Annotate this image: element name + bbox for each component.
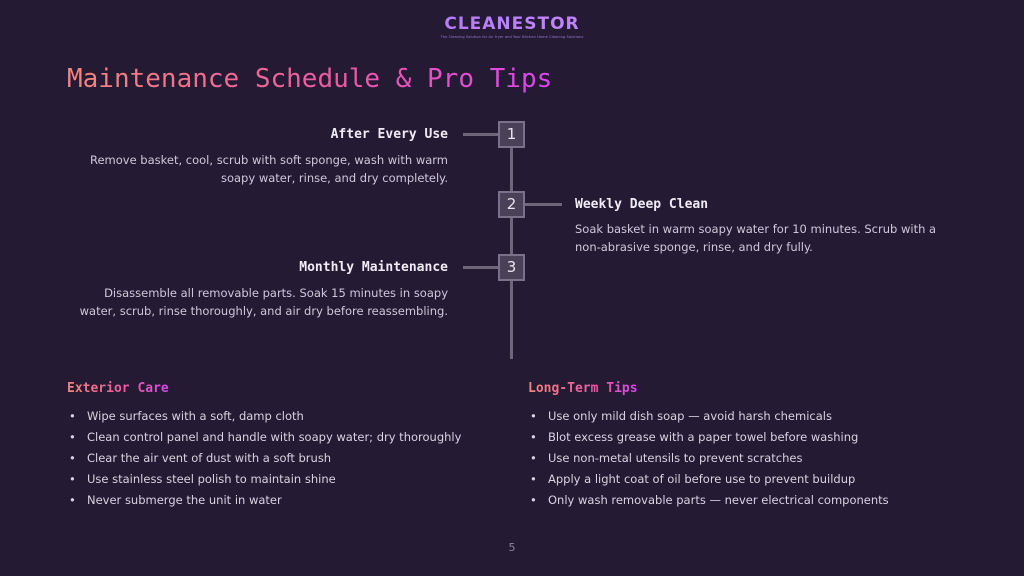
list-item: • Never submerge the unit in water [67,490,461,511]
list-item: • Wipe surfaces with a soft, damp cloth [67,406,461,427]
list-item: • Use stainless steel polish to maintain shine [67,469,461,490]
connector-2 [524,203,562,206]
page-number: 5 [508,541,516,554]
list-item: • Use only mild dish soap — avoid harsh chemicals [528,406,889,427]
list-item: • Blot excess grease with a paper towel before washing [528,427,889,448]
list-item: • Clean control panel and handle with soapy water; dry thoroughly [67,427,461,448]
connector-3 [463,266,499,269]
step-number-2: 2 [498,191,525,218]
list-item: • Clear the air vent of dust with a soft brush [67,448,461,469]
connector-1 [463,133,499,136]
step-number-3: 3 [498,254,525,281]
long-term-tips-heading: Long-Term Tips [528,381,638,396]
exterior-care-heading: Exterior Care [67,381,169,396]
logo-wordmark: CLEANESTOR [0,14,1024,34]
exterior-care-list [67,406,461,511]
list-item: • Apply a light coat of oil before use to prevent buildup [528,469,889,490]
brand-logo [0,14,1024,39]
list-item: • Only wash removable parts — never electrical components [528,490,889,511]
step-description-3: Disassemble all removable parts. Soak 15 minutes in soapy water, scrub, rinse thoroughly, and air dry before reassembling. [79,286,448,318]
long-term-tips-list [528,406,889,511]
step-title-2: Weekly Deep Clean [575,197,709,212]
page-title: Maintenance Schedule & Pro Tips [67,64,553,94]
step-description-2: Soak basket in warm soapy water for 10 minutes. Scrub with a non-abrasive sponge, rinse, and dry fully. [575,222,937,254]
step-description-1: Remove basket, cool, scrub with soft sponge, wash with warm soapy water, rinse, and dry completely. [89,153,448,185]
step-number-1: 1 [498,121,525,148]
timeline-line [510,134,513,359]
step-title-3: Monthly Maintenance [299,260,448,275]
logo-tagline: The Cleaning Solution for Air fryer and Your Kitchen Home Cleaning Solutions [440,35,584,39]
step-title-1: After Every Use [330,127,448,142]
list-item: • Use non-metal utensils to prevent scratches [528,448,889,469]
